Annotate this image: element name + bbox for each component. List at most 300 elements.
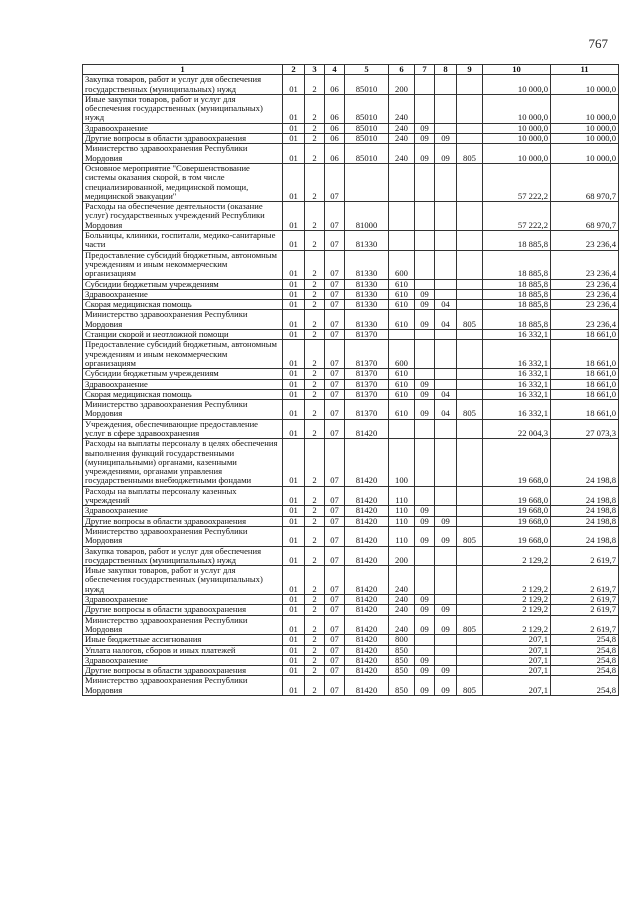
ministry-code (457, 163, 483, 201)
code-col-2: 01 (283, 330, 305, 340)
ministry-code (457, 666, 483, 676)
amount-year-1: 207,1 (483, 645, 551, 655)
target-article: 81330 (345, 279, 389, 289)
code-col-3: 2 (305, 655, 325, 665)
section: 09 (415, 595, 435, 605)
row-name: Здравоохранение (83, 655, 283, 665)
target-article: 81330 (345, 250, 389, 279)
row-name: Другие вопросы в области здравоохранения (83, 134, 283, 144)
ministry-code (457, 289, 483, 299)
target-article: 81420 (345, 526, 389, 546)
subsection (435, 75, 457, 95)
code-col-3: 2 (305, 279, 325, 289)
amount-year-1: 10 000,0 (483, 144, 551, 164)
target-article: 81370 (345, 400, 389, 420)
section (415, 330, 435, 340)
target-article: 81420 (345, 605, 389, 615)
code-col-4: 06 (325, 123, 345, 133)
code-col-2: 01 (283, 526, 305, 546)
code-col-2: 01 (283, 289, 305, 299)
code-col-3: 2 (305, 75, 325, 95)
target-article: 81330 (345, 289, 389, 299)
subsection (435, 566, 457, 595)
amount-year-2: 24 198,8 (551, 486, 619, 506)
ministry-code (457, 419, 483, 439)
code-col-2: 01 (283, 75, 305, 95)
amount-year-1: 18 885,8 (483, 310, 551, 330)
amount-year-1: 10 000,0 (483, 75, 551, 95)
code-col-4: 07 (325, 279, 345, 289)
code-col-2: 01 (283, 163, 305, 201)
table-row (83, 279, 619, 289)
expense-type: 240 (389, 615, 415, 635)
amount-year-1: 22 004,3 (483, 419, 551, 439)
target-article: 85010 (345, 123, 389, 133)
amount-year-1: 207,1 (483, 676, 551, 696)
section (415, 163, 435, 201)
code-col-3: 2 (305, 250, 325, 279)
target-article: 85010 (345, 134, 389, 144)
row-name: Здравоохранение (83, 123, 283, 133)
amount-year-2: 254,8 (551, 666, 619, 676)
amount-year-2: 10 000,0 (551, 144, 619, 164)
section: 09 (415, 526, 435, 546)
code-col-2: 01 (283, 605, 305, 615)
code-col-2: 01 (283, 516, 305, 526)
amount-year-2: 254,8 (551, 676, 619, 696)
table-row (83, 134, 619, 144)
target-article: 81420 (345, 506, 389, 516)
expense-type: 600 (389, 340, 415, 369)
code-col-3: 2 (305, 144, 325, 164)
amount-year-2: 18 661,0 (551, 330, 619, 340)
code-col-2: 01 (283, 250, 305, 279)
column-header: 1 (83, 65, 283, 75)
column-header: 11 (551, 65, 619, 75)
amount-year-2: 2 619,7 (551, 605, 619, 615)
row-name: Иные закупки товаров, работ и услуг для обеспечения государственных (муниципальных) нужд (83, 94, 283, 123)
ministry-code (457, 645, 483, 655)
code-col-3: 2 (305, 439, 325, 486)
code-col-2: 01 (283, 144, 305, 164)
code-col-2: 01 (283, 595, 305, 605)
table-row (83, 666, 619, 676)
code-col-4: 07 (325, 419, 345, 439)
section (415, 369, 435, 379)
expense-type: 240 (389, 595, 415, 605)
target-article: 81370 (345, 330, 389, 340)
target-article: 81420 (345, 635, 389, 645)
code-col-2: 01 (283, 546, 305, 566)
table-row (83, 645, 619, 655)
target-article: 81330 (345, 231, 389, 251)
row-name: Здравоохранение (83, 595, 283, 605)
code-col-3: 2 (305, 163, 325, 201)
amount-year-2: 254,8 (551, 635, 619, 645)
row-name: Здравоохранение (83, 289, 283, 299)
section: 09 (415, 389, 435, 399)
subsection: 04 (435, 400, 457, 420)
ministry-code (457, 566, 483, 595)
subsection (435, 231, 457, 251)
page-number: 767 (588, 36, 608, 51)
subsection: 04 (435, 310, 457, 330)
subsection: 09 (435, 516, 457, 526)
target-article: 81330 (345, 300, 389, 310)
code-col-4: 07 (325, 615, 345, 635)
ministry-code (457, 486, 483, 506)
column-header: 6 (389, 65, 415, 75)
row-name: Министерство здравоохранения Республики Мордовия (83, 676, 283, 696)
amount-year-2: 2 619,7 (551, 615, 619, 635)
expense-type: 110 (389, 506, 415, 516)
table-row (83, 250, 619, 279)
table-row (83, 202, 619, 231)
amount-year-1: 10 000,0 (483, 134, 551, 144)
row-name: Субсидии бюджетным учреждениям (83, 369, 283, 379)
amount-year-2: 18 661,0 (551, 340, 619, 369)
table-row (83, 655, 619, 665)
code-col-2: 01 (283, 379, 305, 389)
table-row (83, 231, 619, 251)
expense-type: 110 (389, 486, 415, 506)
row-name: Закупка товаров, работ и услуг для обеспечения государственных (муниципальных) нужд (83, 75, 283, 95)
ministry-code (457, 330, 483, 340)
code-col-2: 01 (283, 486, 305, 506)
amount-year-1: 57 222,2 (483, 202, 551, 231)
section: 09 (415, 666, 435, 676)
target-article: 81370 (345, 369, 389, 379)
ministry-code: 805 (457, 676, 483, 696)
expense-type: 240 (389, 144, 415, 164)
ministry-code (457, 94, 483, 123)
target-article: 81370 (345, 389, 389, 399)
code-col-3: 2 (305, 202, 325, 231)
subsection (435, 419, 457, 439)
table-row (83, 289, 619, 299)
code-col-2: 01 (283, 666, 305, 676)
subsection (435, 546, 457, 566)
amount-year-2: 24 198,8 (551, 506, 619, 516)
code-col-3: 2 (305, 605, 325, 615)
table-row (83, 439, 619, 486)
code-col-4: 07 (325, 250, 345, 279)
section (415, 635, 435, 645)
subsection (435, 330, 457, 340)
amount-year-2: 18 661,0 (551, 389, 619, 399)
amount-year-1: 10 000,0 (483, 123, 551, 133)
amount-year-2: 24 198,8 (551, 526, 619, 546)
amount-year-2: 24 198,8 (551, 516, 619, 526)
target-article: 81370 (345, 340, 389, 369)
code-col-4: 07 (325, 369, 345, 379)
table-row (83, 123, 619, 133)
subsection: 09 (435, 526, 457, 546)
section: 09 (415, 615, 435, 635)
table-body (83, 75, 619, 696)
amount-year-2: 18 661,0 (551, 379, 619, 389)
target-article: 81420 (345, 516, 389, 526)
target-article: 81420 (345, 419, 389, 439)
code-col-4: 07 (325, 340, 345, 369)
amount-year-1: 19 668,0 (483, 506, 551, 516)
expense-type (389, 163, 415, 201)
code-col-4: 07 (325, 389, 345, 399)
amount-year-1: 2 129,2 (483, 595, 551, 605)
row-name: Предоставление субсидий бюджетным, автономным учреждениям и иным некоммерческим организациям (83, 340, 283, 369)
code-col-2: 01 (283, 369, 305, 379)
amount-year-2: 23 236,4 (551, 289, 619, 299)
amount-year-1: 19 668,0 (483, 516, 551, 526)
code-col-3: 2 (305, 330, 325, 340)
amount-year-2: 10 000,0 (551, 123, 619, 133)
code-col-3: 2 (305, 645, 325, 655)
expense-type: 610 (389, 369, 415, 379)
ministry-code (457, 231, 483, 251)
code-col-4: 07 (325, 506, 345, 516)
subsection (435, 123, 457, 133)
target-article: 85010 (345, 144, 389, 164)
expense-type: 610 (389, 310, 415, 330)
code-col-3: 2 (305, 546, 325, 566)
code-col-3: 2 (305, 94, 325, 123)
code-col-4: 07 (325, 595, 345, 605)
table-row (83, 635, 619, 645)
amount-year-2: 18 661,0 (551, 400, 619, 420)
code-col-4: 07 (325, 231, 345, 251)
row-name: Министерство здравоохранения Республики Мордовия (83, 144, 283, 164)
code-col-3: 2 (305, 595, 325, 605)
code-col-2: 01 (283, 439, 305, 486)
section (415, 279, 435, 289)
table-row (83, 330, 619, 340)
code-col-4: 07 (325, 526, 345, 546)
code-col-2: 01 (283, 506, 305, 516)
amount-year-1: 16 332,1 (483, 400, 551, 420)
amount-year-2: 68 970,7 (551, 202, 619, 231)
code-col-3: 2 (305, 389, 325, 399)
expense-type: 240 (389, 94, 415, 123)
table-row (83, 595, 619, 605)
subsection: 04 (435, 389, 457, 399)
ministry-code (457, 439, 483, 486)
subsection (435, 340, 457, 369)
ministry-code (457, 379, 483, 389)
table-row (83, 605, 619, 615)
code-col-4: 07 (325, 566, 345, 595)
subsection: 09 (435, 615, 457, 635)
expense-type: 600 (389, 250, 415, 279)
code-col-2: 01 (283, 123, 305, 133)
code-col-2: 01 (283, 279, 305, 289)
amount-year-2: 2 619,7 (551, 595, 619, 605)
code-col-2: 01 (283, 400, 305, 420)
table-row (83, 566, 619, 595)
amount-year-2: 2 619,7 (551, 546, 619, 566)
amount-year-1: 16 332,1 (483, 340, 551, 369)
expense-type: 100 (389, 439, 415, 486)
table-row (83, 340, 619, 369)
subsection: 09 (435, 676, 457, 696)
column-header: 3 (305, 65, 325, 75)
table-row (83, 369, 619, 379)
amount-year-2: 24 198,8 (551, 439, 619, 486)
section (415, 566, 435, 595)
code-col-3: 2 (305, 516, 325, 526)
code-col-3: 2 (305, 486, 325, 506)
amount-year-2: 23 236,4 (551, 231, 619, 251)
table-row (83, 546, 619, 566)
code-col-4: 07 (325, 655, 345, 665)
row-name: Субсидии бюджетным учреждениям (83, 279, 283, 289)
table-row (83, 400, 619, 420)
amount-year-1: 18 885,8 (483, 250, 551, 279)
row-name: Предоставление субсидий бюджетным, автономным учреждениям и иным некоммерческим организациям (83, 250, 283, 279)
subsection: 09 (435, 144, 457, 164)
code-col-3: 2 (305, 310, 325, 330)
code-col-3: 2 (305, 123, 325, 133)
code-col-2: 01 (283, 231, 305, 251)
amount-year-1: 16 332,1 (483, 369, 551, 379)
table-row (83, 310, 619, 330)
expense-type: 800 (389, 635, 415, 645)
table-row (83, 75, 619, 95)
expense-type: 200 (389, 546, 415, 566)
subsection (435, 289, 457, 299)
code-col-3: 2 (305, 300, 325, 310)
column-header: 10 (483, 65, 551, 75)
ministry-code (457, 389, 483, 399)
section: 09 (415, 605, 435, 615)
code-col-4: 07 (325, 546, 345, 566)
expense-type: 110 (389, 516, 415, 526)
amount-year-1: 2 129,2 (483, 615, 551, 635)
row-name: Больницы, клиники, госпитали, медико-санитарные части (83, 231, 283, 251)
code-col-2: 01 (283, 94, 305, 123)
ministry-code (457, 202, 483, 231)
expense-type (389, 231, 415, 251)
section (415, 202, 435, 231)
code-col-3: 2 (305, 379, 325, 389)
expense-type (389, 419, 415, 439)
section: 09 (415, 400, 435, 420)
amount-year-2: 23 236,4 (551, 279, 619, 289)
subsection (435, 163, 457, 201)
target-article: 81420 (345, 486, 389, 506)
table-row (83, 506, 619, 516)
subsection (435, 595, 457, 605)
row-name: Иные бюджетные ассигнования (83, 635, 283, 645)
section: 09 (415, 516, 435, 526)
section (415, 419, 435, 439)
subsection: 09 (435, 605, 457, 615)
amount-year-2: 254,8 (551, 655, 619, 665)
code-col-4: 07 (325, 645, 345, 655)
code-col-3: 2 (305, 231, 325, 251)
target-article: 81370 (345, 379, 389, 389)
code-col-3: 2 (305, 340, 325, 369)
column-header: 4 (325, 65, 345, 75)
ministry-code (457, 595, 483, 605)
subsection (435, 369, 457, 379)
section: 09 (415, 300, 435, 310)
subsection (435, 202, 457, 231)
code-col-4: 07 (325, 300, 345, 310)
code-col-2: 01 (283, 419, 305, 439)
target-article: 81420 (345, 439, 389, 486)
budget-table (82, 64, 619, 696)
code-col-4: 07 (325, 330, 345, 340)
subsection: 04 (435, 300, 457, 310)
code-col-4: 07 (325, 202, 345, 231)
row-name: Закупка товаров, работ и услуг для обеспечения государственных (муниципальных) нужд (83, 546, 283, 566)
row-name: Другие вопросы в области здравоохранения (83, 605, 283, 615)
expense-type: 850 (389, 655, 415, 665)
target-article: 81420 (345, 615, 389, 635)
target-article: 81420 (345, 566, 389, 595)
code-col-4: 06 (325, 144, 345, 164)
row-name: Станции скорой и неотложной помощи (83, 330, 283, 340)
section (415, 645, 435, 655)
amount-year-1: 18 885,8 (483, 300, 551, 310)
code-col-3: 2 (305, 134, 325, 144)
expense-type: 610 (389, 389, 415, 399)
amount-year-2: 18 661,0 (551, 369, 619, 379)
section: 09 (415, 655, 435, 665)
code-col-3: 2 (305, 526, 325, 546)
ministry-code: 805 (457, 144, 483, 164)
code-col-2: 01 (283, 300, 305, 310)
code-col-2: 01 (283, 134, 305, 144)
table-row (83, 379, 619, 389)
code-col-2: 01 (283, 635, 305, 645)
subsection: 09 (435, 666, 457, 676)
expense-type: 850 (389, 645, 415, 655)
ministry-code (457, 655, 483, 665)
code-col-4: 06 (325, 75, 345, 95)
target-article (345, 163, 389, 201)
table-row (83, 94, 619, 123)
amount-year-1: 207,1 (483, 635, 551, 645)
row-name: Учреждения, обеспечивающие предоставление услуг в сфере здравоохранения (83, 419, 283, 439)
row-name: Скорая медицинская помощь (83, 300, 283, 310)
code-col-2: 01 (283, 676, 305, 696)
code-col-3: 2 (305, 635, 325, 645)
expense-type: 610 (389, 279, 415, 289)
column-header: 7 (415, 65, 435, 75)
ministry-code (457, 75, 483, 95)
code-col-4: 07 (325, 635, 345, 645)
row-name: Расходы на обеспечение деятельности (оказание услуг) государственных учреждений Республики Мордовия (83, 202, 283, 231)
code-col-2: 01 (283, 389, 305, 399)
section: 09 (415, 506, 435, 516)
row-name: Министерство здравоохранения Республики Мордовия (83, 400, 283, 420)
subsection (435, 250, 457, 279)
amount-year-2: 23 236,4 (551, 300, 619, 310)
code-col-2: 01 (283, 310, 305, 330)
target-article: 81420 (345, 595, 389, 605)
ministry-code (457, 279, 483, 289)
expense-type (389, 330, 415, 340)
target-article: 85010 (345, 94, 389, 123)
amount-year-1: 18 885,8 (483, 289, 551, 299)
amount-year-1: 16 332,1 (483, 379, 551, 389)
ministry-code (457, 340, 483, 369)
code-col-4: 06 (325, 94, 345, 123)
row-name: Скорая медицинская помощь (83, 389, 283, 399)
code-col-4: 07 (325, 676, 345, 696)
table-row (83, 516, 619, 526)
